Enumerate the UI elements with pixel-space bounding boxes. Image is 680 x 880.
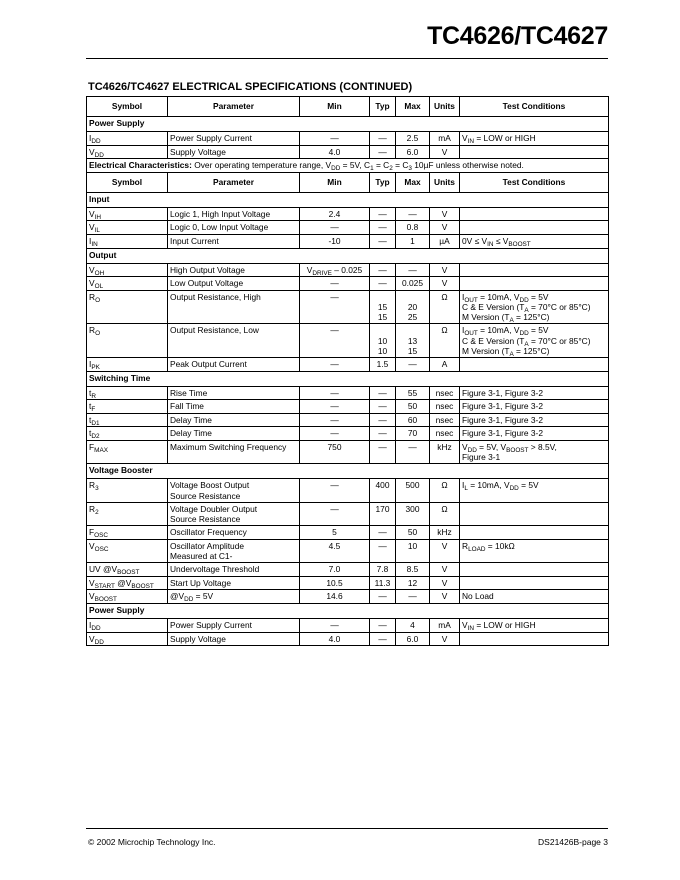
typ-cell: — (370, 632, 396, 646)
typ-cell: — (370, 400, 396, 414)
parameter-cell: Maximum Switching Frequency (168, 440, 300, 463)
min-cell: — (300, 290, 370, 324)
conditions-cell: $I_{OUT} = 10mA$, $V_{DD} = 5V$ C & E Version ($T_A = 70^\circ C$ or 85°C) M Version $(T_A = 125^\circ C)$ (460, 324, 609, 358)
parameter-cell: Supply Voltage (168, 145, 300, 159)
table-row (87, 563, 609, 577)
min-cell: 4.5 (300, 539, 370, 562)
parameter-cell: Voltage Boost Output Source Resistance (168, 479, 300, 502)
conditions-cell: No Load (460, 590, 609, 604)
conditions-cell: $V_{IN}$ = LOW or HIGH (460, 132, 609, 146)
parameter-cell: $@V_{DD} = 5V$ (168, 590, 300, 604)
group-row (87, 192, 609, 207)
parameter-cell: Power Supply Current (168, 618, 300, 632)
symbol-cell: $t_R$ (87, 386, 168, 400)
symbol-cell: $I_{PK}$ (87, 357, 168, 371)
parameter-cell: Supply Voltage (168, 632, 300, 646)
electrical-specifications-table (86, 96, 609, 646)
min-cell: — (300, 479, 370, 502)
table-row (87, 386, 609, 400)
typ-cell: — (370, 221, 396, 235)
group-row (87, 603, 609, 618)
units-cell: V (430, 221, 460, 235)
column-header-row (87, 172, 609, 192)
units-cell: Ω (430, 324, 460, 358)
col-header-symbol: Symbol (87, 172, 168, 192)
conditions-cell (460, 263, 609, 277)
table-row (87, 277, 609, 291)
max-cell: — (396, 207, 430, 221)
table-row (87, 357, 609, 371)
typ-cell: — (370, 263, 396, 277)
conditions-cell (460, 526, 609, 540)
conditions-cell (460, 576, 609, 590)
units-cell: kHz (430, 526, 460, 540)
parameter-cell: Output Resistance, High (168, 290, 300, 324)
max-cell: 8.5 (396, 563, 430, 577)
footer-page-number: DS21426B-page 3 (538, 837, 608, 847)
col-header-test-conditions: Test Conditions (460, 172, 609, 192)
min-cell: 5 (300, 526, 370, 540)
group-label: Power Supply (87, 603, 609, 618)
parameter-cell: Delay Time (168, 427, 300, 441)
group-label: Input (87, 192, 609, 207)
typ-cell: — (370, 234, 396, 248)
max-cell: 50 (396, 526, 430, 540)
typ-cell: — (370, 413, 396, 427)
table-row (87, 502, 609, 525)
conditions-cell (460, 357, 609, 371)
units-cell: Ω (430, 290, 460, 324)
parameter-cell: High Output Voltage (168, 263, 300, 277)
max-cell: 500 (396, 479, 430, 502)
parameter-cell: Fall Time (168, 400, 300, 414)
conditions-cell: $V_{IN}$ = LOW or HIGH (460, 618, 609, 632)
parameter-cell: Peak Output Current (168, 357, 300, 371)
parameter-cell: Logic 1, High Input Voltage (168, 207, 300, 221)
conditions-cell: Figure 3-1, Figure 3-2 (460, 400, 609, 414)
units-cell: A (430, 357, 460, 371)
page-header-title: TC4626/TC4627 (427, 22, 608, 50)
units-cell: V (430, 263, 460, 277)
min-cell: 7.0 (300, 563, 370, 577)
conditions-cell: Figure 3-1, Figure 3-2 (460, 413, 609, 427)
min-cell: 2.4 (300, 207, 370, 221)
max-cell: 55 (396, 386, 430, 400)
units-cell: kHz (430, 440, 460, 463)
min-cell: -10 (300, 234, 370, 248)
table-row (87, 263, 609, 277)
parameter-cell: Logic 0, Low Input Voltage (168, 221, 300, 235)
max-cell: 1 (396, 234, 430, 248)
symbol-cell: $F_{OSC}$ (87, 526, 168, 540)
min-cell: — (300, 502, 370, 525)
units-cell: V (430, 145, 460, 159)
units-cell: nsec (430, 400, 460, 414)
table-row (87, 618, 609, 632)
typ-cell: 1.5 (370, 357, 396, 371)
typ-cell: 11.3 (370, 576, 396, 590)
typ-cell: 400 (370, 479, 396, 502)
parameter-cell: Oscillator Amplitude Measured at C1- (168, 539, 300, 562)
table-row (87, 539, 609, 562)
units-cell: V (430, 576, 460, 590)
max-cell: 6.0 (396, 632, 430, 646)
typ-cell: — (370, 277, 396, 291)
table-row (87, 400, 609, 414)
symbol-cell: $V_{DD}$ (87, 145, 168, 159)
col-header-max: Max (396, 172, 430, 192)
parameter-cell: Power Supply Current (168, 132, 300, 146)
typ-cell: — (370, 539, 396, 562)
units-cell: V (430, 277, 460, 291)
max-cell: 0.8 (396, 221, 430, 235)
symbol-cell: $V_{IH}$ (87, 207, 168, 221)
col-header-test-conditions: Test Conditions (460, 97, 609, 117)
conditions-cell: $R_{LOAD} = 10k\Omega$ (460, 539, 609, 562)
col-header-typ: Typ (370, 97, 396, 117)
col-header-parameter: Parameter (168, 97, 300, 117)
symbol-cell: $V_{OSC}$ (87, 539, 168, 562)
table-row (87, 290, 609, 324)
col-header-symbol: Symbol (87, 97, 168, 117)
table-row (87, 632, 609, 646)
units-cell: V (430, 590, 460, 604)
group-row (87, 117, 609, 132)
units-cell: µA (430, 234, 460, 248)
group-row (87, 248, 609, 263)
table-row (87, 576, 609, 590)
symbol-cell: $V_{START}$ $@V_{BOOST}$ (87, 576, 168, 590)
max-cell: — (396, 590, 430, 604)
symbol-cell: $V_{DD}$ (87, 632, 168, 646)
table-row (87, 413, 609, 427)
table-row (87, 590, 609, 604)
col-header-typ: Typ (370, 172, 396, 192)
conditions-cell (460, 277, 609, 291)
group-row (87, 371, 609, 386)
group-label: Output (87, 248, 609, 263)
units-cell: V (430, 563, 460, 577)
conditions-cell (460, 502, 609, 525)
typ-cell: — (370, 132, 396, 146)
min-cell: 4.0 (300, 145, 370, 159)
min-cell: 14.6 (300, 590, 370, 604)
symbol-cell: $R_O$ (87, 290, 168, 324)
parameter-cell: Rise Time (168, 386, 300, 400)
min-cell: — (300, 277, 370, 291)
symbol-cell: $V_{IL}$ (87, 221, 168, 235)
conditions-cell: Figure 3-1, Figure 3-2 (460, 386, 609, 400)
electrical-characteristics-note: Electrical Characteristics: Over operating temperature range, $V_{DD} = 5V$, $C_1 = C_2 = C_3$ 10µF unless otherwise noted. (87, 159, 609, 173)
min-cell: $V_{DRIVE} - 0.025$ (300, 263, 370, 277)
footer-divider (86, 828, 608, 829)
units-cell: V (430, 539, 460, 562)
min-cell: — (300, 357, 370, 371)
units-cell: V (430, 632, 460, 646)
table-row (87, 221, 609, 235)
group-label: Voltage Booster (87, 464, 609, 479)
symbol-cell: $I_{DD}$ (87, 618, 168, 632)
min-cell: — (300, 386, 370, 400)
units-cell: nsec (430, 413, 460, 427)
col-header-min: Min (300, 97, 370, 117)
max-cell: 6.0 (396, 145, 430, 159)
typ-cell: — (370, 618, 396, 632)
max-cell: 2.5 (396, 132, 430, 146)
table-row (87, 234, 609, 248)
symbol-cell: $t_F$ (87, 400, 168, 414)
table-row (87, 440, 609, 463)
min-cell: 750 (300, 440, 370, 463)
typ-cell: 170 (370, 502, 396, 525)
symbol-cell: $F_{MAX}$ (87, 440, 168, 463)
symbol-cell: $R_O$ (87, 324, 168, 358)
min-cell: — (300, 618, 370, 632)
header-divider (86, 58, 608, 59)
col-header-max: Max (396, 97, 430, 117)
max-cell: 60 (396, 413, 430, 427)
conditions-cell: $I_L = 10mA$, $V_{DD} = 5V$ (460, 479, 609, 502)
col-header-units: Units (430, 97, 460, 117)
conditions-cell (460, 563, 609, 577)
min-cell: — (300, 324, 370, 358)
symbol-cell: $V_{OL}$ (87, 277, 168, 291)
units-cell: mA (430, 132, 460, 146)
units-cell: nsec (430, 427, 460, 441)
units-cell: Ω (430, 502, 460, 525)
symbol-cell: UV $@V_{BOOST}$ (87, 563, 168, 577)
conditions-cell: $I_{OUT} = 10mA$, $V_{DD} = 5V$ C & E Version ($T_A = 70^\circ C$ or 85°C) M Version $(T_A = 125^\circ C)$ (460, 290, 609, 324)
symbol-cell: $R_3$ (87, 479, 168, 502)
max-cell: 300 (396, 502, 430, 525)
typ-cell: — (370, 207, 396, 221)
parameter-cell: Low Output Voltage (168, 277, 300, 291)
min-cell: — (300, 400, 370, 414)
typ-cell: — (370, 590, 396, 604)
table-row (87, 324, 609, 358)
group-label: Switching Time (87, 371, 609, 386)
max-cell: — (396, 357, 430, 371)
parameter-cell: Input Current (168, 234, 300, 248)
units-cell: V (430, 207, 460, 221)
min-cell: 4.0 (300, 632, 370, 646)
group-label: Power Supply (87, 117, 609, 132)
max-cell: 50 (396, 400, 430, 414)
conditions-cell (460, 221, 609, 235)
symbol-cell: $t_{D2}$ (87, 427, 168, 441)
footer-copyright: © 2002 Microchip Technology Inc. (88, 837, 216, 847)
table-row (87, 427, 609, 441)
column-header-row (87, 97, 609, 117)
min-cell: — (300, 221, 370, 235)
typ-cell: — (370, 427, 396, 441)
units-cell: Ω (430, 479, 460, 502)
min-cell: — (300, 132, 370, 146)
conditions-cell (460, 632, 609, 646)
parameter-cell: Oscillator Frequency (168, 526, 300, 540)
min-cell: — (300, 427, 370, 441)
conditions-cell (460, 145, 609, 159)
parameter-cell: Delay Time (168, 413, 300, 427)
symbol-cell: $V_{OH}$ (87, 263, 168, 277)
typ-cell: — (370, 440, 396, 463)
parameter-cell: Output Resistance, Low (168, 324, 300, 358)
typ-cell: 7.8 (370, 563, 396, 577)
typ-cell: — (370, 145, 396, 159)
units-cell: nsec (430, 386, 460, 400)
max-cell: 0.025 (396, 277, 430, 291)
symbol-cell: $I_{IN}$ (87, 234, 168, 248)
symbol-cell: $R_2$ (87, 502, 168, 525)
parameter-cell: Start Up Voltage (168, 576, 300, 590)
table-row (87, 526, 609, 540)
max-cell: 70 (396, 427, 430, 441)
note-row (87, 159, 609, 173)
section-title: TC4626/TC4627 ELECTRICAL SPECIFICATIONS (CONTINUED) (88, 81, 413, 93)
parameter-cell: Voltage Doubler Output Source Resistance (168, 502, 300, 525)
col-header-units: Units (430, 172, 460, 192)
parameter-cell: Undervoltage Threshold (168, 563, 300, 577)
table-row (87, 132, 609, 146)
conditions-cell (460, 207, 609, 221)
max-cell: — (396, 440, 430, 463)
group-row (87, 464, 609, 479)
symbol-cell: $t_{D1}$ (87, 413, 168, 427)
col-header-parameter: Parameter (168, 172, 300, 192)
table-row (87, 479, 609, 502)
max-cell: 20 25 (396, 290, 430, 324)
min-cell: — (300, 413, 370, 427)
symbol-cell: $V_{BOOST}$ (87, 590, 168, 604)
table-row (87, 145, 609, 159)
max-cell: 4 (396, 618, 430, 632)
typ-cell: — (370, 526, 396, 540)
typ-cell: 10 10 (370, 324, 396, 358)
max-cell: 13 15 (396, 324, 430, 358)
conditions-cell: $0V \le V_{IN} \le V_{BOOST}$ (460, 234, 609, 248)
units-cell: mA (430, 618, 460, 632)
symbol-cell: $I_{DD}$ (87, 132, 168, 146)
conditions-cell: Figure 3-1, Figure 3-2 (460, 427, 609, 441)
max-cell: — (396, 263, 430, 277)
conditions-cell: $V_{DD} = 5V$, $V_{BOOST} > 8.5V$, Figure 3-1 (460, 440, 609, 463)
min-cell: 10.5 (300, 576, 370, 590)
col-header-min: Min (300, 172, 370, 192)
typ-cell: — (370, 386, 396, 400)
max-cell: 12 (396, 576, 430, 590)
typ-cell: 15 15 (370, 290, 396, 324)
table-row (87, 207, 609, 221)
max-cell: 10 (396, 539, 430, 562)
